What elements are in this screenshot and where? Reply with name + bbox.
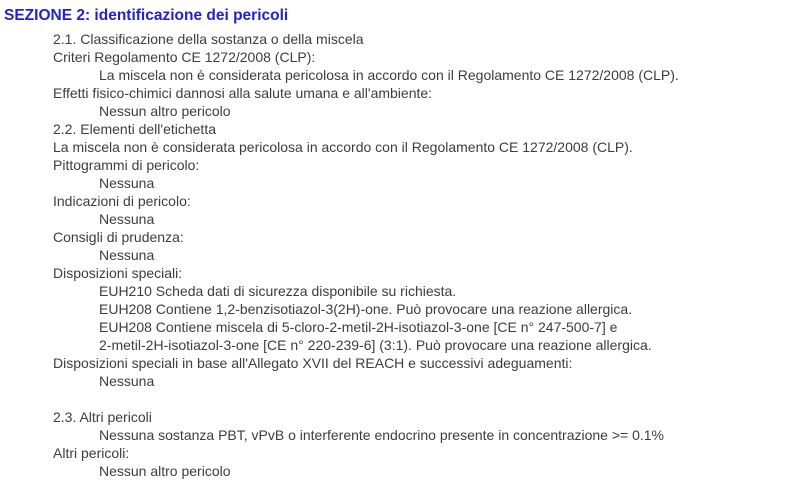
document-line: Nessuna (99, 175, 155, 191)
document-line: EUH210 Scheda dati di sicurezza disponibile su richiesta. (99, 283, 457, 299)
document-line: Nessuna (99, 211, 155, 227)
document-line: 2.3. Altri pericoli (53, 409, 152, 425)
document-line: Nessun altro pericolo (99, 463, 231, 479)
section-heading: SEZIONE 2: identificazione dei pericoli (4, 7, 289, 24)
document-line: Nessuna (99, 247, 155, 263)
document-line: La miscela non è considerata pericolosa in accordo con il Regolamento CE 1272/2008 (CLP). (99, 67, 679, 83)
document-line: Consigli di prudenza: (53, 229, 184, 245)
document-line: Altri pericoli: (53, 445, 130, 461)
blank-line (0, 390, 796, 408)
document-line: 2.1. Classificazione della sostanza o della miscela (53, 31, 364, 47)
document-line: Nessun altro pericolo (99, 103, 231, 119)
document-line: Criteri Regolamento CE 1272/2008 (CLP): (53, 49, 316, 65)
document-line: Nessuna (99, 373, 155, 389)
document-line: EUH208 Contiene 1,2-benzisotiazol-3(2H)-one. Può provocare una reazione allergica. (99, 301, 633, 317)
document-line: Effetti fisico-chimici dannosi alla salute umana e all'ambiente: (53, 85, 433, 101)
document-line: Disposizioni speciali: (53, 265, 183, 281)
document-line: 2-metil-2H-isotiazol-3-one [CE n° 220-239-6] (3:1). Può provocare una reazione allergica. (99, 337, 652, 353)
document-line: La miscela non è considerata pericolosa in accordo con il Regolamento CE 1272/2008 (CLP). (53, 139, 633, 155)
document-line: Disposizioni speciali in base all'Allegato XVII del REACH e successivi adeguamenti: (53, 355, 573, 371)
document-line: EUH208 Contiene miscela di 5-cloro-2-metil-2H-isotiazol-3-one [CE n° 247-500-7] e (99, 319, 618, 335)
document-line: 2.2. Elementi dell'etichetta (53, 121, 216, 137)
document-line: Nessuna sostanza PBT, vPvB o interferente endocrino presente in concentrazione >= 0.1% (99, 427, 665, 443)
document-line: Indicazioni di pericolo: (53, 193, 191, 209)
document-line: Pittogrammi di pericolo: (53, 157, 200, 173)
